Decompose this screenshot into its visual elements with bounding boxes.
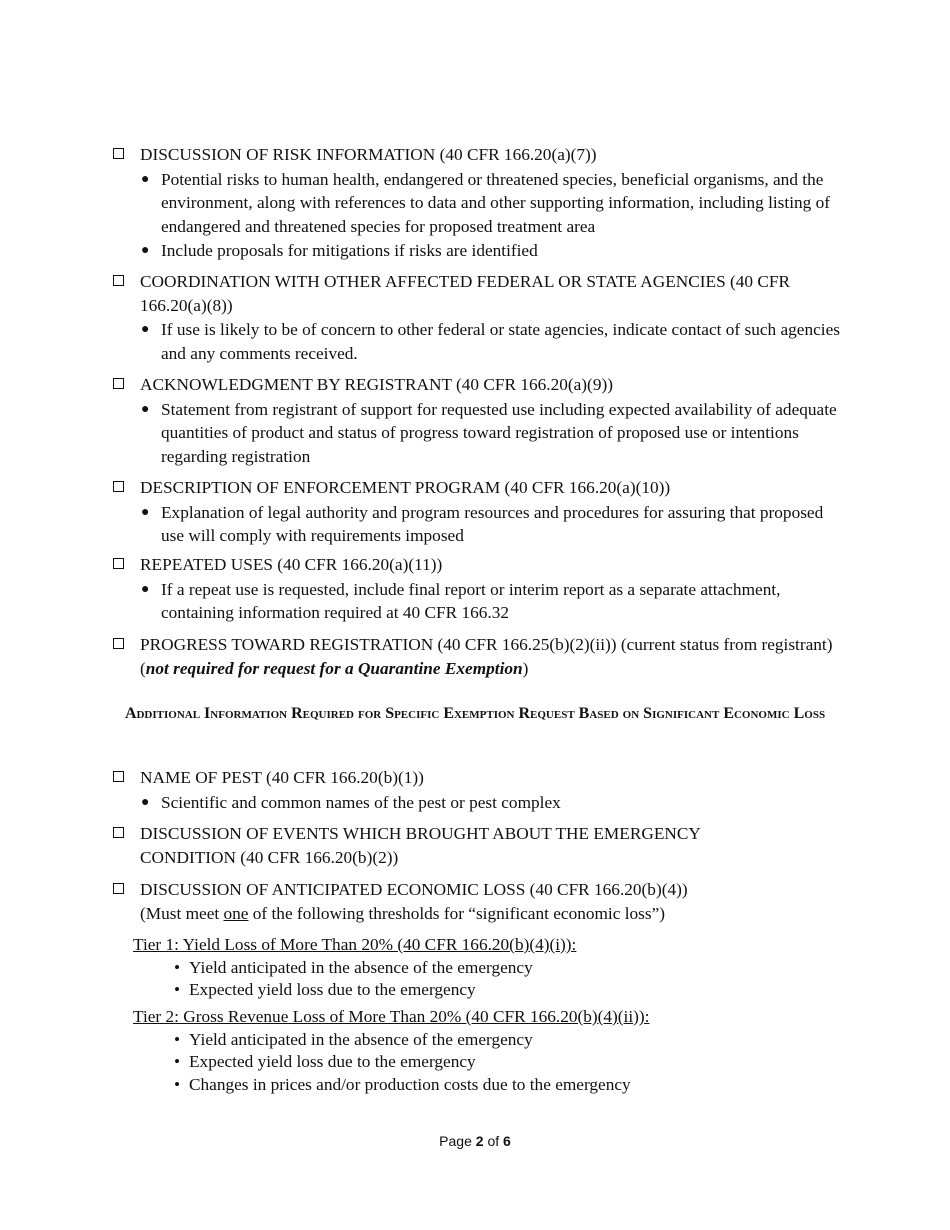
tier-title: Tier 1: Yield Loss of More Than 20% (40 CFR 166.20(b)(4)(i)): (133, 935, 577, 954)
bullet-text: Potential risks to human health, endangered or threatened species, beneficial organisms, and the environment, along with references to data and other supporting information, including listing of endangered and threatened species for proposed treatment area (161, 169, 831, 236)
bullet-icon: ● (141, 171, 150, 187)
tier-title: Tier 2: Gross Revenue Loss of More Than 20% (40 CFR 166.20(b)(4)(ii)): (133, 1007, 650, 1026)
subheading-underlined: one (223, 903, 249, 923)
bullet-list (133, 1029, 833, 1097)
item-subheading (140, 902, 843, 926)
bullet-icon: • (174, 980, 181, 999)
list-item (113, 501, 843, 548)
footer-text: of (483, 1133, 504, 1149)
bullet-text: Expected yield loss due to the emergency (189, 980, 476, 999)
checkbox[interactable] (113, 883, 124, 894)
checklist-item-coordination (113, 270, 843, 365)
list-item (113, 239, 843, 263)
list-item (133, 979, 833, 1002)
item-heading: COORDINATION WITH OTHER AFFECTED FEDERAL OR STATE AGENCIES (40 CFR 166.20(a)(8)) (140, 272, 791, 315)
footer-text: Page (439, 1133, 476, 1149)
list-item (133, 957, 833, 980)
bullet-text: If use is likely to be of concern to other federal or state agencies, indicate contact of such agencies and any comments received. (161, 320, 840, 363)
bullet-text: Statement from registrant of support for requested use including expected availability of adequate quantities of product and status of progress toward registration of proposed use or intentions regarding registration (161, 399, 837, 466)
bullet-icon: • (174, 1029, 181, 1049)
bullet-icon: • (174, 957, 181, 977)
list-item (133, 1051, 833, 1074)
bullet-icon: ● (141, 243, 150, 258)
item-heading (140, 633, 843, 680)
bullet-text: Explanation of legal authority and program resources and procedures for assuring that proposed use will comply with requirements imposed (161, 502, 824, 545)
bullet-list (133, 957, 833, 1002)
item-heading: DISCUSSION OF RISK INFORMATION (40 CFR 166.20(a)(7)) (140, 145, 597, 164)
list-item (113, 791, 843, 815)
bullet-icon: • (174, 1052, 181, 1071)
checkbox[interactable] (113, 378, 124, 389)
item-heading: DISCUSSION OF ANTICIPATED ECONOMIC LOSS (40 CFR 166.20(b)(4)) (140, 880, 688, 899)
bullet-text: If a repeat use is requested, include final report or interim report as a separate attachment, containing information required at 40 CFR 166.32 (161, 579, 781, 622)
bullet-text: Yield anticipated in the absence of the emergency (189, 1029, 533, 1049)
bullet-icon: ● (141, 794, 150, 810)
tier-2-block (133, 1006, 833, 1096)
heading-close: ) (522, 658, 529, 678)
bullet-icon: ● (141, 581, 150, 597)
item-heading: ACKNOWLEDGMENT BY REGISTRANT (40 CFR 166.20(a)(9)) (140, 375, 613, 394)
list-item (113, 318, 843, 365)
item-heading: NAME OF PEST (40 CFR 166.20(b)(1)) (140, 768, 424, 787)
heading-emphasis: not required for request for a Quarantine Exemption (145, 658, 523, 678)
subheading-text: (Must meet (140, 903, 224, 923)
checklist-item-economic-loss (113, 878, 843, 925)
total-page-number: 6 (503, 1133, 511, 1149)
checkbox[interactable] (113, 827, 124, 838)
page-number-footer (0, 1133, 950, 1149)
bullet-list (113, 318, 843, 365)
bullet-list (113, 501, 843, 548)
list-item (113, 578, 843, 625)
checkbox[interactable] (113, 481, 124, 492)
list-item (113, 168, 843, 239)
checklist-item-name-of-pest (113, 766, 843, 814)
checklist-item-acknowledgment (113, 373, 843, 468)
checkbox[interactable] (113, 275, 124, 286)
bullet-list (113, 168, 843, 263)
list-item (133, 1029, 833, 1052)
checkbox[interactable] (113, 638, 124, 649)
checkbox[interactable] (113, 771, 124, 782)
bullet-icon: ● (141, 504, 150, 520)
bullet-text: Include proposals for mitigations if risks are identified (161, 241, 538, 260)
bullet-text: Yield anticipated in the absence of the emergency (189, 957, 533, 977)
bullet-icon: ● (141, 401, 150, 417)
checkbox[interactable] (113, 148, 124, 159)
subheading-text: of the following thresholds for “significant economic loss”) (248, 903, 666, 923)
bullet-text: Scientific and common names of the pest or pest complex (161, 792, 561, 812)
tier-1-block (133, 934, 833, 1002)
checklist-item-risk-information (113, 143, 843, 263)
list-item (133, 1074, 833, 1097)
checklist-item-progress-registration (113, 633, 843, 680)
bullet-list (113, 791, 843, 815)
item-heading: DISCUSSION OF EVENTS WHICH BROUGHT ABOUT THE EMERGENCY CONDITION (40 CFR 166.20(b)(2)) (140, 824, 701, 867)
section-title: Additional Information Required for Specific Exemption Request Based on Significant Economic Loss (124, 705, 826, 722)
bullet-text: Changes in prices and/or production costs due to the emergency (189, 1074, 631, 1094)
checkbox[interactable] (113, 558, 124, 569)
checklist-item-repeated-uses (113, 553, 843, 625)
item-heading: REPEATED USES (40 CFR 166.20(a)(11)) (140, 555, 443, 574)
list-item (113, 398, 843, 469)
bullet-list (113, 398, 843, 469)
bullet-icon: ● (141, 322, 150, 337)
checklist-item-events (113, 822, 843, 869)
checklist-item-enforcement (113, 476, 843, 548)
item-heading: DESCRIPTION OF ENFORCEMENT PROGRAM (40 CFR 166.20(a)(10)) (140, 478, 671, 497)
heading-text: PROGRESS TOWARD REGISTRATION (40 CFR 166.25(b)(2)(ii)) (current status from registrant) ( (140, 635, 833, 678)
current-page-number: 2 (475, 1133, 484, 1149)
bullet-icon: • (174, 1074, 181, 1094)
bullet-text: Expected yield loss due to the emergency (189, 1052, 476, 1071)
bullet-list (113, 578, 843, 625)
